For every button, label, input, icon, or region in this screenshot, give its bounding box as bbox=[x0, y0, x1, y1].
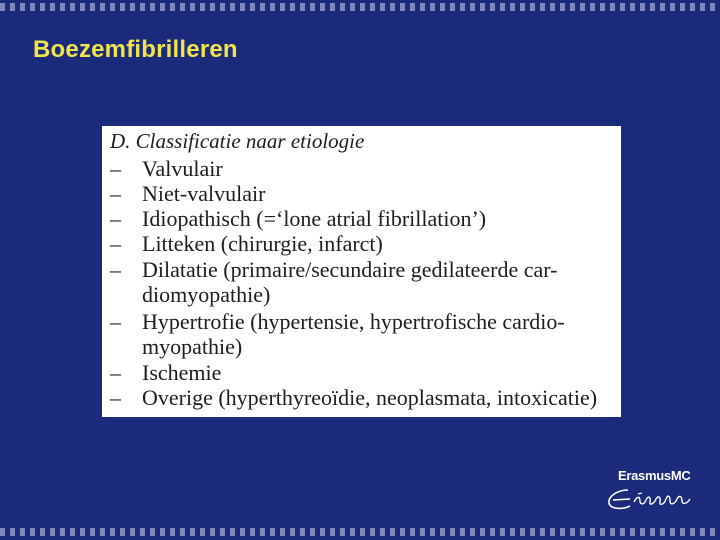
classification-image bbox=[102, 126, 621, 417]
list-item-text: Overige (hyperthyreoïdie, neoplasmata, intoxicatie) bbox=[142, 385, 598, 410]
list-dash: – bbox=[110, 257, 121, 282]
list-dash: – bbox=[110, 206, 121, 231]
list-dash: – bbox=[110, 385, 121, 410]
classification-heading: D. Classificatie naar etiologie bbox=[110, 129, 365, 153]
list-item-text: Ischemie bbox=[142, 360, 222, 385]
top-decorative-squares bbox=[0, 3, 720, 11]
list-item-text: myopathie) bbox=[142, 334, 243, 359]
list-item-text: diomyopathie) bbox=[142, 282, 271, 307]
list-dash: – bbox=[110, 181, 121, 206]
list-item-text: Idiopathisch (=‘lone atrial fibrillation’) bbox=[142, 206, 487, 231]
erasmus-signature-icon bbox=[604, 484, 704, 516]
list-item-text: Hypertrofie (hypertensie, hypertrofische cardio- bbox=[142, 309, 565, 334]
list-item-text: Dilatatie (primaire/secundaire gedilateerde car- bbox=[142, 257, 558, 282]
list-item-text: Litteken (chirurgie, infarct) bbox=[142, 231, 383, 256]
list-item-text: Valvulair bbox=[142, 156, 223, 181]
list-dash: – bbox=[110, 309, 121, 334]
list-dash: – bbox=[110, 231, 121, 256]
list-item-text: Niet-valvulair bbox=[142, 181, 266, 206]
slide-title: Boezemfibrilleren bbox=[33, 36, 238, 63]
erasmus-mc-logo bbox=[604, 466, 704, 518]
logo-wordmark: ErasmusMC bbox=[618, 468, 691, 483]
list-dash: – bbox=[110, 156, 121, 181]
list-dash: – bbox=[110, 360, 121, 385]
bottom-decorative-squares bbox=[0, 528, 720, 536]
